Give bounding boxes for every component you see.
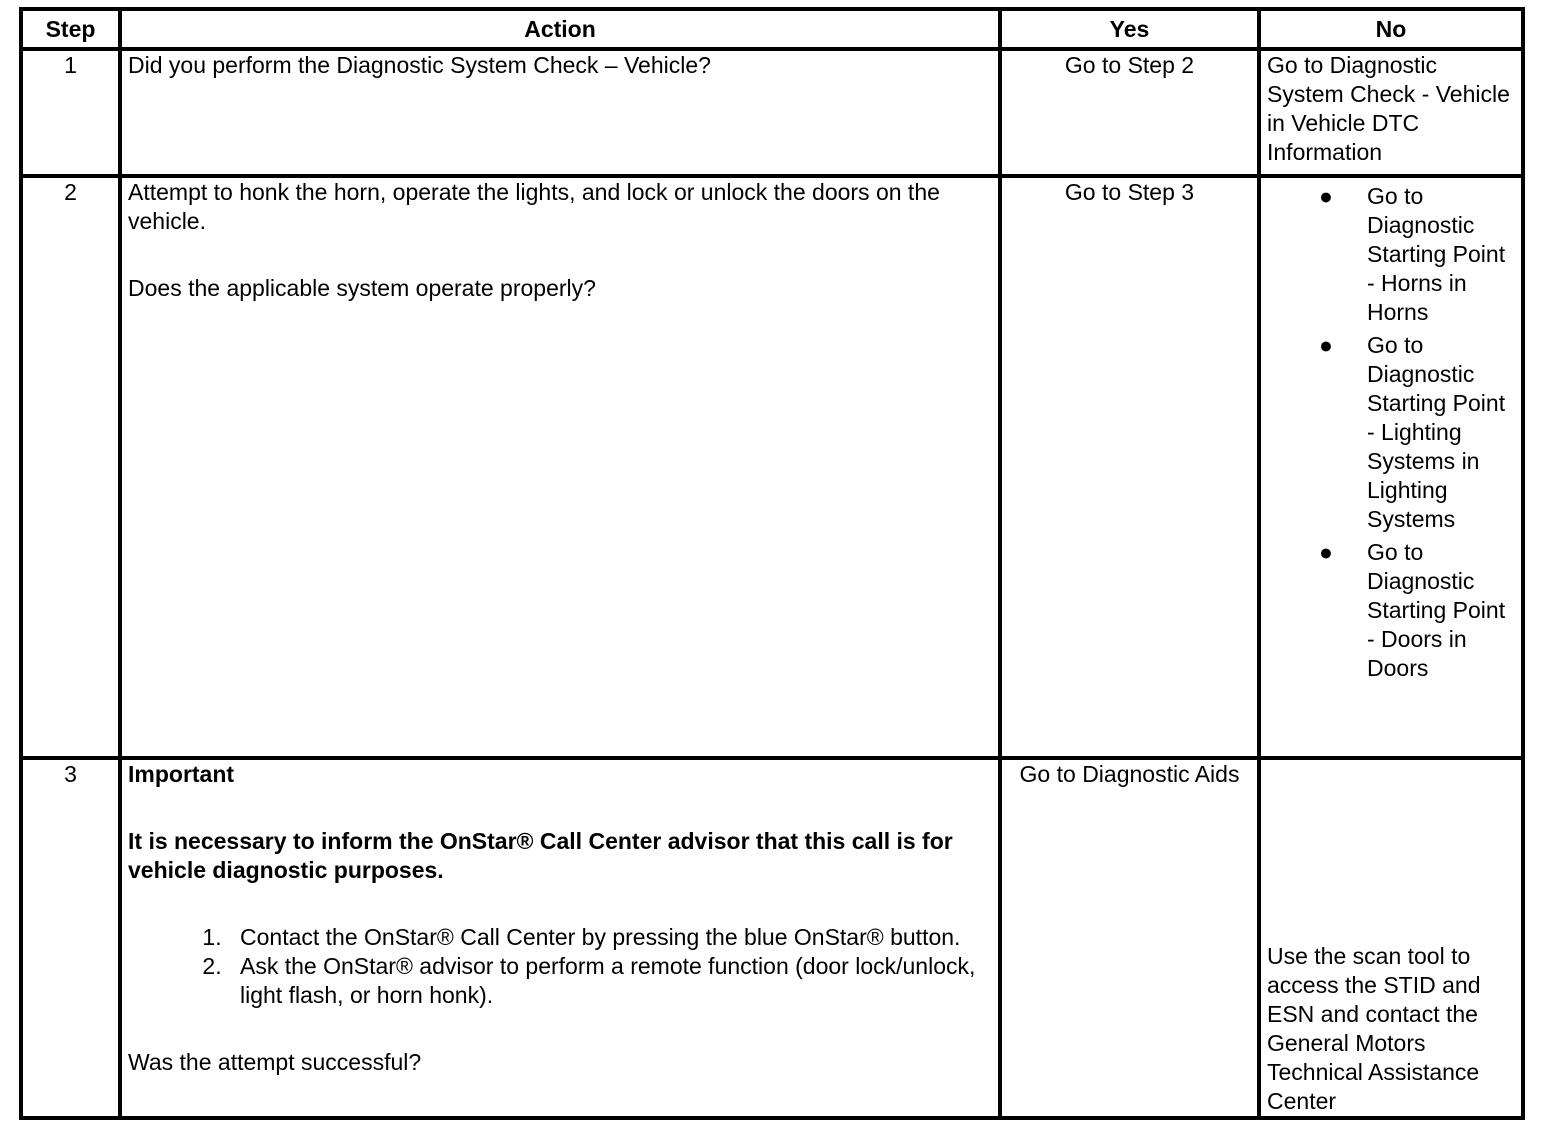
action-instruction: Attempt to honk the horn, operate the lights, and lock or unlock the doors on the vehicle.	[128, 179, 940, 234]
header-no: No	[1259, 9, 1523, 49]
list-item	[1319, 331, 1515, 534]
action-question: Was the attempt successful?	[128, 1049, 422, 1075]
action-cell	[120, 49, 1000, 176]
no-cell: Go to Diagnostic System Check - Vehicle in Vehicle DTC Information	[1259, 49, 1523, 176]
header-step: Step	[21, 9, 120, 49]
important-text: It is necessary to inform the OnStar® Call Center advisor that this call is for vehicle diagnostic purposes.	[128, 828, 953, 883]
step-number: 3	[21, 758, 120, 1118]
list-item: 2. Ask the OnStar® advisor to perform a remote function (door lock/unlock, light flash, or horn honk).	[228, 952, 992, 1010]
action-question: Did you perform the Diagnostic System Check – Vehicle?	[128, 52, 711, 78]
diagnostic-table	[19, 7, 1525, 1120]
table-row-step-3	[21, 758, 1523, 1118]
header-action: Action	[120, 9, 1000, 49]
list-item	[1319, 538, 1515, 683]
header-row	[21, 9, 1523, 49]
no-cell: Use the scan tool to access the STID and ESN and contact the General Motors Technical Assistance Center	[1259, 758, 1523, 1118]
list-item	[1319, 182, 1515, 327]
bullet-icon: ●	[1319, 332, 1333, 358]
bullet-icon: ●	[1319, 183, 1333, 209]
no-option-text: Go to Diagnostic Starting Point - Horns in Horns	[1367, 183, 1506, 325]
yes-cell: Go to Diagnostic Aids	[1000, 758, 1259, 1118]
no-options-list	[1267, 178, 1515, 683]
action-cell	[120, 176, 1000, 758]
table-row-step-1	[21, 49, 1523, 176]
no-option-text: Go to Diagnostic Starting Point - Doors in Doors	[1367, 539, 1506, 681]
important-label: Important	[128, 761, 235, 787]
no-option-text: Go to Diagnostic Starting Point - Lighting Systems in Lighting Systems	[1367, 332, 1506, 532]
procedure-steps	[128, 923, 992, 1010]
action-question: Does the applicable system operate properly?	[128, 275, 596, 301]
yes-cell: Go to Step 2	[1000, 49, 1259, 176]
list-item: 1. Contact the OnStar® Call Center by pressing the blue OnStar® button.	[228, 923, 992, 952]
step-number: 2	[21, 176, 120, 758]
header-yes: Yes	[1000, 9, 1259, 49]
table-row-step-2	[21, 176, 1523, 758]
action-cell	[120, 758, 1000, 1118]
step-number: 1	[21, 49, 120, 176]
yes-cell: Go to Step 3	[1000, 176, 1259, 758]
bullet-icon: ●	[1319, 539, 1333, 565]
no-cell	[1259, 176, 1523, 758]
